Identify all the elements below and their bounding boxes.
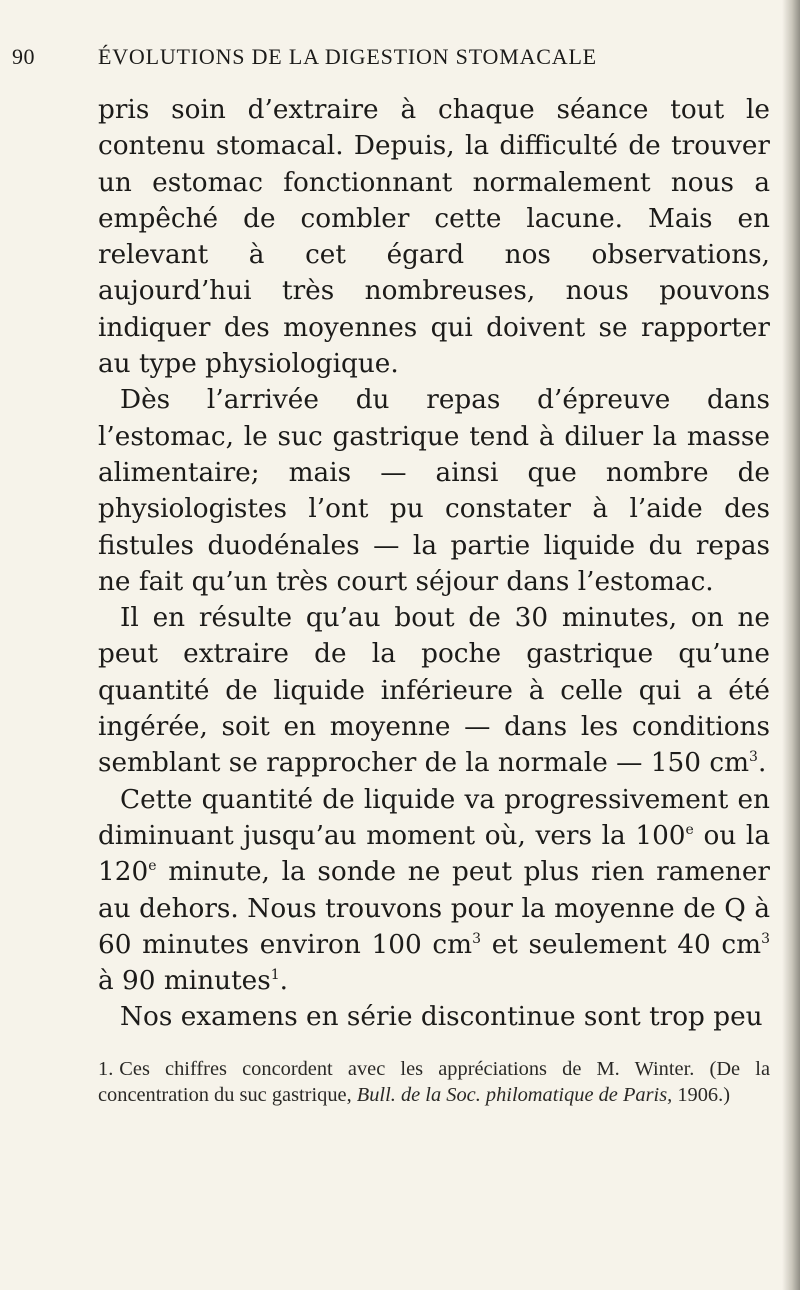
paragraph-4 xyxy=(98,782,770,1000)
superscript: e xyxy=(685,821,694,838)
paragraph-4-text-b: ou la 120 xyxy=(98,820,771,888)
paragraph-4-text-d: et seulement 40 cm xyxy=(481,929,762,960)
footnote-text-a: Ces chiffres concordent avec les appréciations de M. Winter. (De la concentration du suc gastrique, xyxy=(98,1057,770,1106)
paragraph-3-text: Il en résulte qu’au bout de 30 minutes, on ne peut extraire de la poche gastrique qu’une quantité de liquide inférieure à celle qui a été ingérée, soit en moyenne — dans les conditions semblant se rapprocher de la normale — 150 cm xyxy=(98,603,770,779)
paragraph-4-text-c: minute, la sonde ne peut plus rien ramener au dehors. Nous trouvons pour la moyenne de Q à 60 minutes environ 100 cm xyxy=(98,857,770,960)
punctuation: . xyxy=(279,966,288,997)
footnote-text-b: 1906.) xyxy=(672,1083,731,1106)
footnotes xyxy=(98,1056,770,1108)
paragraph-3 xyxy=(98,600,770,781)
paragraph-5: Nos examens en série discontinue sont trop peu xyxy=(120,1002,763,1033)
punctuation: . xyxy=(757,748,767,779)
book-page xyxy=(12,44,771,1108)
running-head xyxy=(12,44,770,84)
paragraph-1: pris soin d’extraire à chaque séance tout le contenu stomacal. Depuis, la difficulté de trouver un estomac fonctionnant normalement nous a empêché de combler cette lacune. Mais en relevant à cet égard nos observations, aujourd’hui très nombreuses, nous pouvons indiquer des moyennes qui doivent se rapporter au type physiologique. xyxy=(98,95,770,380)
footnote-reference: 1 xyxy=(270,967,280,984)
superscript: 3 xyxy=(472,930,482,947)
footnote-1 xyxy=(98,1056,770,1108)
superscript: e xyxy=(148,858,157,875)
page-number: 90 xyxy=(12,44,35,69)
page-edge-shadow xyxy=(782,0,800,1290)
superscript: 3 xyxy=(749,749,758,766)
footnote-number: 1. xyxy=(98,1057,114,1080)
footnote-citation: Bull. de la Soc. philomatique de Paris, xyxy=(356,1083,673,1106)
body-text xyxy=(98,92,770,1036)
running-title: ÉVOLUTIONS DE LA DIGESTION STOMACALE xyxy=(98,44,597,69)
paragraph-2: Dès l’arrivée du repas d’épreuve dans l’estomac, le suc gastrique tend à diluer la masse alimentaire; mais — ainsi que nombre de physiologistes l’ont pu constater à l’aide des fistules duodénales — la partie liquide du repas ne fait qu’un très court séjour dans l’estomac. xyxy=(98,385,770,597)
paragraph-4-text-a: Cette quantité de liquide va progressivement en diminuant jusqu’au moment où, vers la 100 xyxy=(98,784,770,851)
paragraph-4-text-e: à 90 minutes xyxy=(98,966,271,997)
superscript: 3 xyxy=(761,930,770,947)
